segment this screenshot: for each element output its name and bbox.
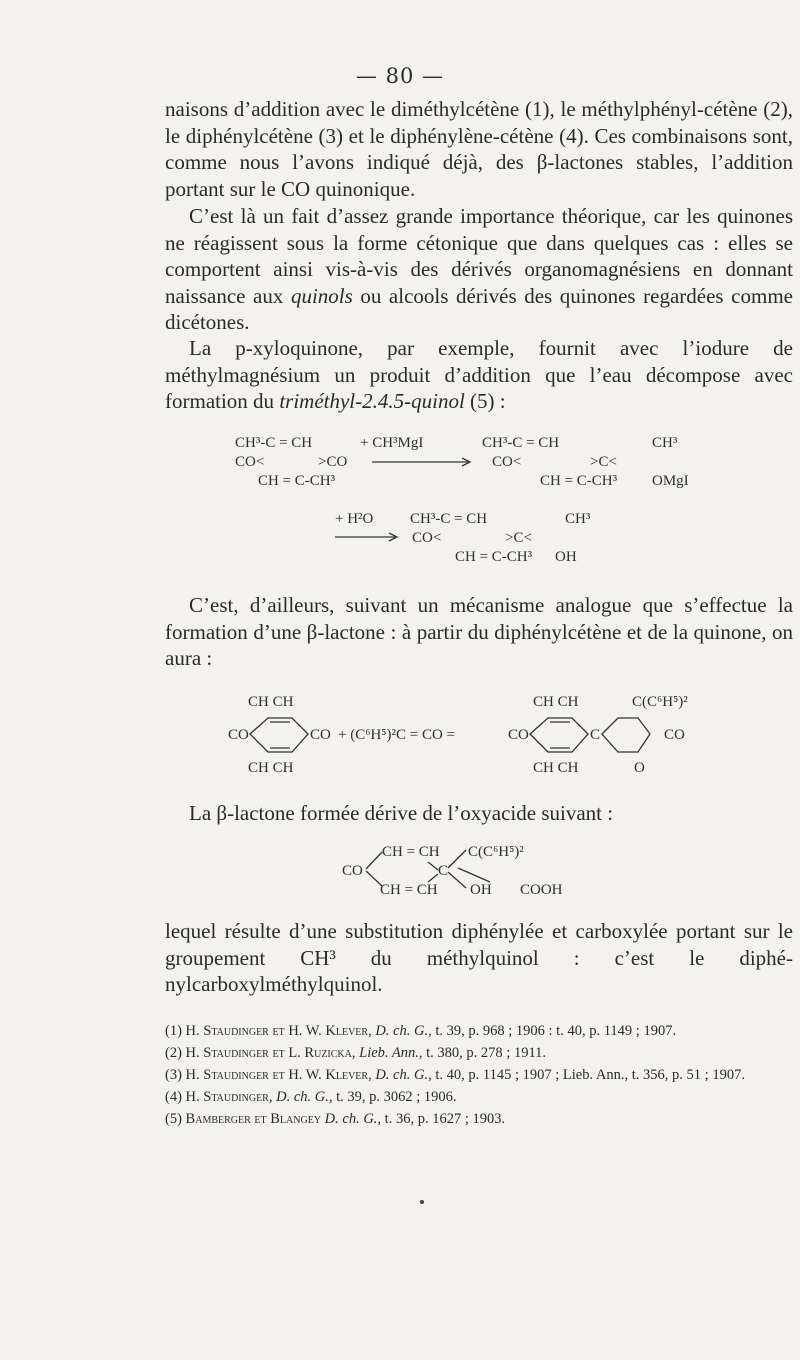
para2-end: ou alcools dérivés des quinones regardées comme dicétones. <box>165 283 793 334</box>
f1-r6a: CH = C-CH³ <box>455 549 533 565</box>
f3-a: CH = CH <box>382 844 440 860</box>
f2-ring-left <box>250 718 308 752</box>
footnote-source: Lieb. Ann., <box>359 1045 423 1061</box>
f3-bond-c1 <box>428 862 438 870</box>
footnote-num: (2) <box>165 1045 182 1061</box>
paragraph-quinones <box>165 203 793 336</box>
f1-r3a: CH = C-CH³ <box>258 473 336 489</box>
para-substitution-text: lequel résulte d’une substitution diphénylée et carboxylée portant sur le groupement CH³ du méthylquinol : c’est le diphé-nylcarboxylméthylquinol. <box>165 919 793 996</box>
para3-italic: triméthyl-2.4.5-quinol <box>279 389 465 413</box>
page-number: — 80 — <box>355 64 445 88</box>
f2-m4: CO <box>508 727 529 743</box>
f1-r6b: OH <box>555 549 577 565</box>
f1-r4b: CH³-C = CH <box>410 511 488 527</box>
f3-bond-c3 <box>448 850 466 868</box>
paragraph-mechanism <box>165 592 793 672</box>
ink-dot <box>420 1200 424 1204</box>
f2-t2: CH CH <box>533 694 579 710</box>
footnote-source: D. ch. G., <box>375 1067 432 1083</box>
f2-b1: CH CH <box>248 760 294 776</box>
f3-bond-c2 <box>428 874 438 882</box>
paragraph-xyloquinone <box>165 335 793 415</box>
para2-italic: quinols <box>290 283 353 308</box>
para3-end: (5) : <box>464 389 506 413</box>
f3-e: CH = CH <box>380 882 438 898</box>
f1-r1d: CH³ <box>652 435 678 451</box>
f3-bond-c5 <box>458 868 490 882</box>
f3-c: CO <box>342 863 363 879</box>
para-xyloquinone-text <box>165 335 793 415</box>
f1-r2d: >C< <box>590 454 617 470</box>
footnote-author: H. Staudinger et H. W. Klever, <box>185 1023 372 1039</box>
f3-bond-c4 <box>448 872 466 888</box>
f1-r1b: + CH³MgI <box>360 435 424 451</box>
f1-r3c: OMgI <box>652 473 689 489</box>
f1-r3b: CH = C-CH³ <box>540 473 618 489</box>
footnote-source: D. ch. G., <box>324 1111 382 1127</box>
f3-g: COOH <box>520 882 563 898</box>
para-mechanism-text: C’est, d’ailleurs, suivant un mécanisme analogue que s’effectue la formation d’une β-lactone : à partir du diphénylcétène et de la quinone, on aura : <box>165 593 793 670</box>
footnote-ref: t. 380, p. 278 ; 1911. <box>426 1045 547 1061</box>
paragraph-oxyacid <box>165 800 793 827</box>
paragraph-additions <box>165 96 793 202</box>
f3-f: OH <box>470 882 492 898</box>
f2-t3: C(C⁶H⁵)² <box>632 694 688 710</box>
f1-r4a: + H²O <box>335 511 374 527</box>
f2-m7: CO <box>664 727 685 743</box>
formula-lactone-formation <box>220 690 740 780</box>
footnote <box>165 1020 793 1042</box>
formula-oxyacid <box>330 838 630 898</box>
f1-r2b: >CO <box>318 454 348 470</box>
f2-b2: CH CH <box>533 760 579 776</box>
formula-quinol-reaction <box>220 425 720 595</box>
para3-start: La p-xyloquinone, par exemple, fournit avec l’iodure de méthylmagnésium un produit d’addition que l’eau décompose avec formation du <box>165 336 793 413</box>
f2-b3: O <box>634 760 645 776</box>
f2-m1: CO <box>228 727 249 743</box>
para2-start: C’est là un fait d’assez grande importance théorique, car les quinones ne réagissent sous la forme cétonique que dans quelques cas : elles se comportent ainsi vis-à-vis des dérivés organomagnésiens en donnant naissance aux <box>165 204 793 308</box>
para-oxyacid-text: La β-lactone formée dérive de l’oxyacide suivant : <box>189 801 614 825</box>
f1-r4c: CH³ <box>565 511 591 527</box>
footnote-author: Bamberger et Blangey <box>185 1111 322 1127</box>
footnote-author: H. Staudinger et L. Ruzicka, <box>185 1045 356 1061</box>
f2-m3: + (C⁶H⁵)²C = CO = <box>338 727 456 743</box>
f2-m2: CO <box>310 727 331 743</box>
f1-r2a: CO< <box>235 454 265 470</box>
f1-r1a: CH³-C = CH <box>235 435 313 451</box>
footnote-num: (3) <box>165 1067 182 1083</box>
footnotes <box>165 1020 793 1130</box>
para-additions-text: naisons d’addition avec le diméthylcétène (1), le méthylphényl-cétène (2), le diphénylcétène (3) et le diphénylène-cétène (4). Ces combinaisons sont, comme nous l’avons indiqué déjà, des β-lactones stables, l’addition portant sur le CO quinonique. <box>165 97 793 201</box>
f3-b: C(C⁶H⁵)² <box>468 844 524 860</box>
f1-r5b: >C< <box>505 530 532 546</box>
footnote-num: (1) <box>165 1023 182 1039</box>
f1-r5a: CO< <box>412 530 442 546</box>
para-quinones-text <box>165 203 793 336</box>
footnote-ref: t. 39, p. 3062 ; 1906. <box>336 1089 457 1105</box>
footnote-num: (4) <box>165 1089 182 1105</box>
footnote-ref: t. 40, p. 1145 ; 1907 ; Lieb. Ann., t. 356, p. 51 ; 1907. <box>435 1067 745 1083</box>
footnote-ref: t. 39, p. 968 ; 1906 : t. 40, p. 1149 ; 1907. <box>435 1023 677 1039</box>
footnote-ref: t. 36, p. 1627 ; 1903. <box>384 1111 506 1127</box>
footnote-num: (5) <box>165 1111 182 1127</box>
f2-ring-right <box>530 718 588 752</box>
f3-d: C <box>438 863 449 879</box>
f3-bond-up <box>366 852 382 869</box>
f2-t1: CH CH <box>248 694 294 710</box>
footnote <box>165 1064 793 1086</box>
footnote <box>165 1086 793 1108</box>
footnote-source: D. ch. G., <box>375 1023 432 1039</box>
footnote-author: H. Staudinger, <box>185 1089 273 1105</box>
paragraph-substitution <box>165 918 793 998</box>
footnote-source: D. ch. G., <box>276 1089 333 1105</box>
f1-r1c: CH³-C = CH <box>482 435 560 451</box>
f1-r2c: CO< <box>492 454 522 470</box>
f2-m5: C <box>590 727 601 743</box>
footnote <box>165 1042 793 1064</box>
footnote <box>165 1108 793 1130</box>
footnote-author: H. Staudinger et H. W. Klever, <box>185 1067 372 1083</box>
